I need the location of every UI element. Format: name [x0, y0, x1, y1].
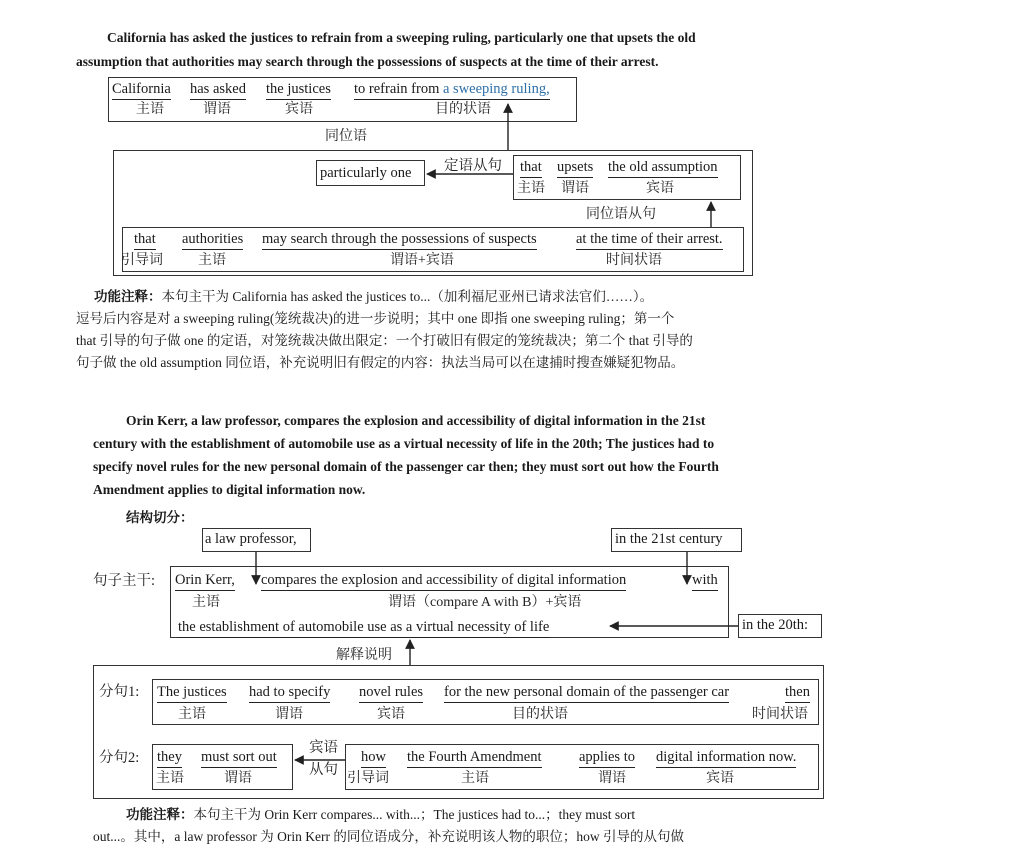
word-how: how [361, 749, 386, 768]
word-they: they [157, 749, 182, 768]
label-predicate-compare: 谓语（compare A with B）+宾语 [388, 595, 582, 610]
word-at-the-time: at the time of their arrest. [576, 231, 723, 250]
s1-note-line2: 逗号后内容是对 a sweeping ruling(笼统裁决)的进一步说明；其中 one 即指 one sweeping ruling；第一个 [76, 311, 675, 326]
word-particularly-one: particularly one [320, 165, 412, 181]
label-clause-1: 分句1: [99, 684, 140, 700]
word-the-justices: the justices [266, 81, 331, 100]
label-subject-4: 主语 [192, 595, 220, 610]
label-attributive-clause: 定语从句 [444, 158, 502, 174]
label-subject: 主语 [136, 102, 164, 117]
s2-para-line2: century with the establishment of automobile use as a virtual necessity of life in the 20th; The justices had to [93, 436, 715, 451]
label-appositive-clause: 同位语从句 [586, 207, 656, 222]
s2-note-line1: 功能注释：本句主干为 Orin Kerr compares... with...；The justices had to...；they must sort [126, 807, 636, 822]
label-main-trunk: 句子主干: [93, 573, 156, 589]
s1-sentence-line1: California has asked the justices to refrain from a sweeping ruling, particularly one that upsets the old [107, 30, 696, 45]
s1-sentence-line2: assumption that authorities may search through the possessions of suspects at the time of their arrest. [76, 54, 659, 69]
word-must-sort-out: must sort out [201, 749, 277, 768]
word-may-search: may search through the possessions of suspects [262, 231, 537, 250]
label-object-clause-a: 宾语 [309, 740, 338, 756]
word-authorities: authorities [182, 231, 243, 250]
s2-note-line2: out...。其中，a law professor 为 Orin Kerr 的同位语成分，补充说明该人物的职位；how 引导的从句做 [93, 829, 684, 844]
word-with: with [692, 572, 718, 591]
s2-para-line4: Amendment applies to digital information now. [93, 482, 366, 497]
word-for-the-new: for the new personal domain of the passenger car [444, 684, 729, 703]
word-that-1: that [520, 159, 542, 178]
label-predicate: 谓语 [203, 102, 231, 117]
word-applies-to: applies to [579, 749, 635, 768]
label-subject-7: 主语 [461, 771, 489, 786]
word-law-professor: a law professor, [205, 531, 297, 547]
label-predicate-object: 谓语+宾语 [390, 253, 454, 268]
word-compares: compares the explosion and accessibility of digital information [261, 572, 626, 591]
label-predicate-2: 谓语 [561, 181, 589, 196]
label-object-clause-b: 从句 [309, 762, 338, 778]
s2-para-line1: Orin Kerr, a law professor, compares the explosion and accessibility of digital information in the 21st [126, 413, 706, 428]
word-orin-kerr: Orin Kerr, [175, 572, 235, 591]
structure-label: 结构切分： [126, 510, 194, 525]
s2-para-line3: specify novel rules for the new personal domain of the passenger car then; they must sort out how the Fourth [93, 459, 719, 474]
label-subject-6: 主语 [156, 771, 184, 786]
label-subject-3: 主语 [198, 253, 226, 268]
word-california: California [112, 81, 171, 100]
word-upsets: upsets [557, 159, 593, 178]
s1-note-line3: that 引导的句子做 one 的定语，对笼统裁决做出限定：一个打破旧有假定的笼统裁决；第二个 that 引导的 [76, 333, 693, 348]
label-predicate-5: 谓语 [275, 707, 303, 722]
label-predicate-7: 谓语 [598, 771, 626, 786]
word-had-to-specify: had to specify [249, 684, 330, 703]
label-subject-2: 主语 [517, 181, 545, 196]
word-20th: in the 20th: [742, 617, 809, 633]
s1-note-line4: 句子做 the old assumption 同位语，补充说明旧有假定的内容：执法当局可以在逮捕时搜查嫌疑犯物品。 [76, 355, 685, 370]
word-then: then [785, 684, 810, 703]
label-purpose-2: 目的状语 [512, 707, 568, 722]
label-object-5: 宾语 [377, 707, 405, 722]
label-explanation: 解释说明 [336, 648, 392, 663]
label-object: 宾语 [285, 102, 313, 117]
word-old-assumption: the old assumption [608, 159, 718, 178]
label-predicate-6: 谓语 [224, 771, 252, 786]
s1-note-line1: 功能注释：本句主干为 California has asked the justices to...（加利福尼亚州已请求法官们……）。 [94, 289, 654, 304]
word-fourth-amendment: the Fourth Amendment [407, 749, 542, 768]
label-object-7: 宾语 [706, 771, 734, 786]
label-appositive: 同位语 [325, 129, 367, 144]
label-object-2: 宾语 [646, 181, 674, 196]
word-the-justices-2: The justices [157, 684, 227, 703]
label-introducer-2: 引导词 [347, 771, 389, 786]
word-novel-rules: novel rules [359, 684, 423, 703]
word-has-asked: has asked [190, 81, 246, 100]
word-establishment: the establishment of automobile use as a virtual necessity of life [178, 619, 549, 638]
label-subject-5: 主语 [178, 707, 206, 722]
word-refrain: to refrain from a sweeping ruling, [354, 81, 550, 100]
label-purpose-adverbial: 目的状语 [435, 102, 491, 117]
label-introducer: 引导词 [121, 253, 163, 268]
label-clause-2: 分句2: [99, 750, 140, 766]
word-that-2: that [134, 231, 156, 250]
word-digital-information: digital information now. [656, 749, 796, 768]
label-time-adverbial: 时间状语 [606, 253, 662, 268]
word-21st-century: in the 21st century [615, 531, 723, 547]
label-time-2: 时间状语 [752, 707, 808, 722]
